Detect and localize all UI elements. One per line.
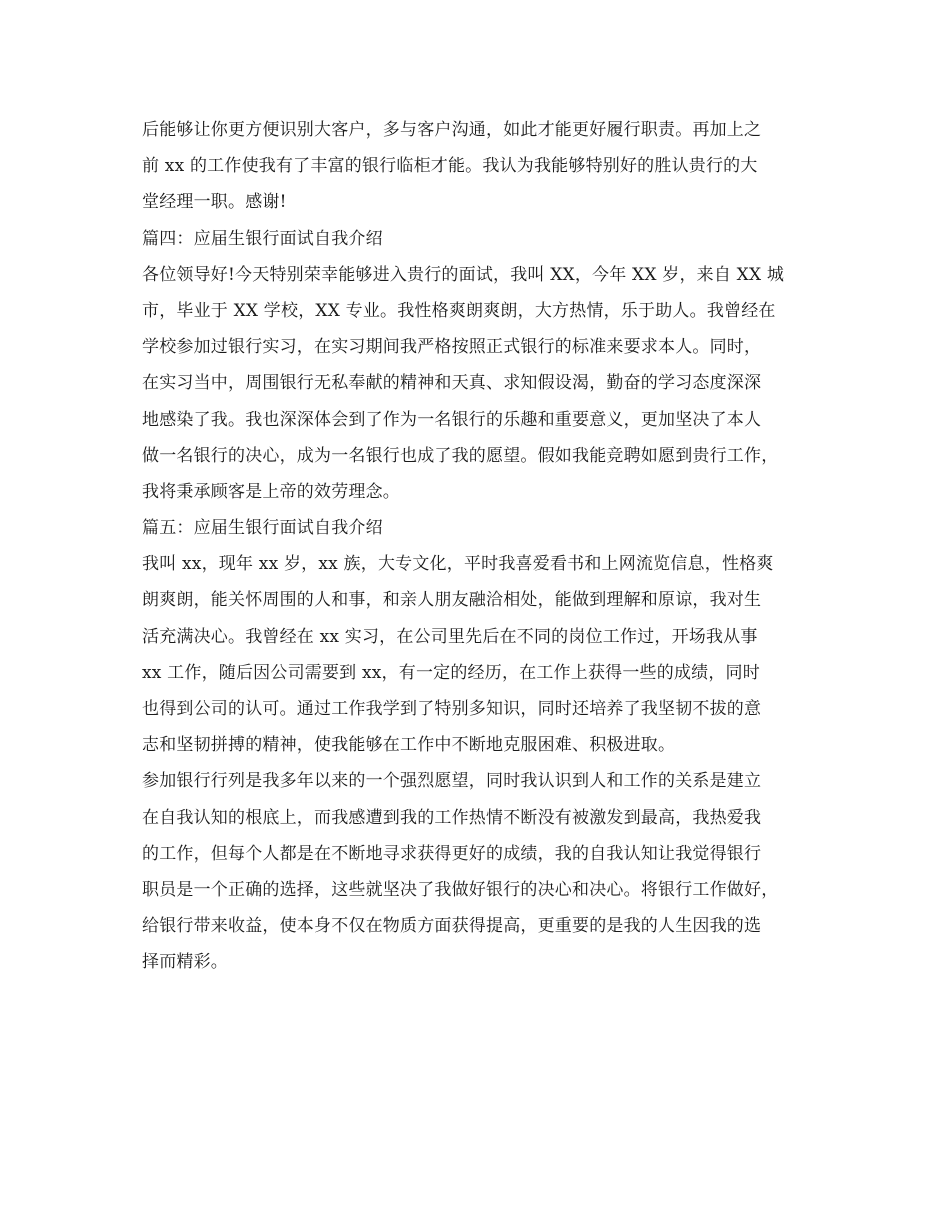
text-line: 地感染了我。我也深深体会到了作为一名银行的乐趣和重要意义，更加坚决了本人: [142, 409, 762, 430]
text-line: 也得到公司的认可。通过工作我学到了特别多知识，同时还培养了我坚韧不拔的意: [142, 699, 762, 719]
text-line: 前 xx 的工作使我有了丰富的银行临柜才能。我认为我能够特别好的胜认贵行的大: [142, 156, 758, 177]
text-line: 堂经理一职。感谢!: [142, 192, 287, 213]
text-line: 职员是一个正确的选择，这些就坚决了我做好银行的决心和决心。将银行工作做好，: [142, 879, 779, 900]
text-line: 各位领导好!今天特别荣幸能够进入贵行的面试，我叫 XX，今年 XX 岁，来自 XX 城: [142, 264, 785, 285]
text-line: 我叫 xx，现年 xx 岁，xx 族，大专文化，平时我喜爱看书和上网流览信息，性格爽: [142, 554, 774, 575]
text-line: 做一名银行的决心，成为一名银行也成了我的愿望。假如我能竞聘如愿到贵行工作，: [142, 445, 779, 466]
text-line: 学校参加过银行实习，在实习期间我严格按照正式银行的标准来要求本人。同时，: [142, 337, 762, 358]
text-line: xx 工作，随后因公司需要到 xx，有一定的经历，在工作上获得一些的成绩，同时: [142, 662, 760, 683]
text-line: 后能够让你更方便识别大客户，多与客户沟通，如此才能更好履行职责。再加上之: [142, 120, 762, 140]
text-line: 活充满决心。我曾经在 xx 实习，在公司里先后在不同的岗位工作过，开场我从事: [142, 626, 758, 647]
section-heading-4: 篇四：应届生银行面试自我介绍: [142, 228, 383, 249]
text-line: 择而精彩。: [142, 952, 228, 973]
text-line: 在实习当中，周围银行无私奉献的精神和天真、求知假设渴，勤奋的学习态度深深: [142, 373, 762, 394]
text-line: 的工作，但每个人都是在不断地寻求获得更好的成绩，我的自我认知让我觉得银行: [142, 843, 762, 864]
text-line: 我将秉承顾客是上帝的效劳理念。: [142, 481, 400, 502]
text-line: 市，毕业于 XX 学校，XX 专业。我性格爽朗爽朗，大方热情，乐于助人。我曾经在: [142, 300, 776, 321]
text-line: 志和坚韧拼搏的精神，使我能够在工作中不断地克服困难、积极进取。: [142, 735, 676, 756]
section-heading-5: 篇五：应届生银行面试自我介绍: [142, 518, 383, 539]
text-line: 朗爽朗，能关怀周围的人和事，和亲人朋友融洽相处，能做到理解和原谅，我对生: [142, 590, 762, 611]
text-line: 参加银行行列是我多年以来的一个强烈愿望，同时我认识到人和工作的关系是建立: [142, 771, 762, 792]
document-body: [142, 112, 832, 981]
text-line: 给银行带来收益，使本身不仅在物质方面获得提高，更重要的是我的人生因我的选: [142, 916, 762, 937]
text-line: 在自我认知的根底上，而我感遭到我的工作热情不断没有被激发到最高，我热爱我: [142, 807, 762, 828]
